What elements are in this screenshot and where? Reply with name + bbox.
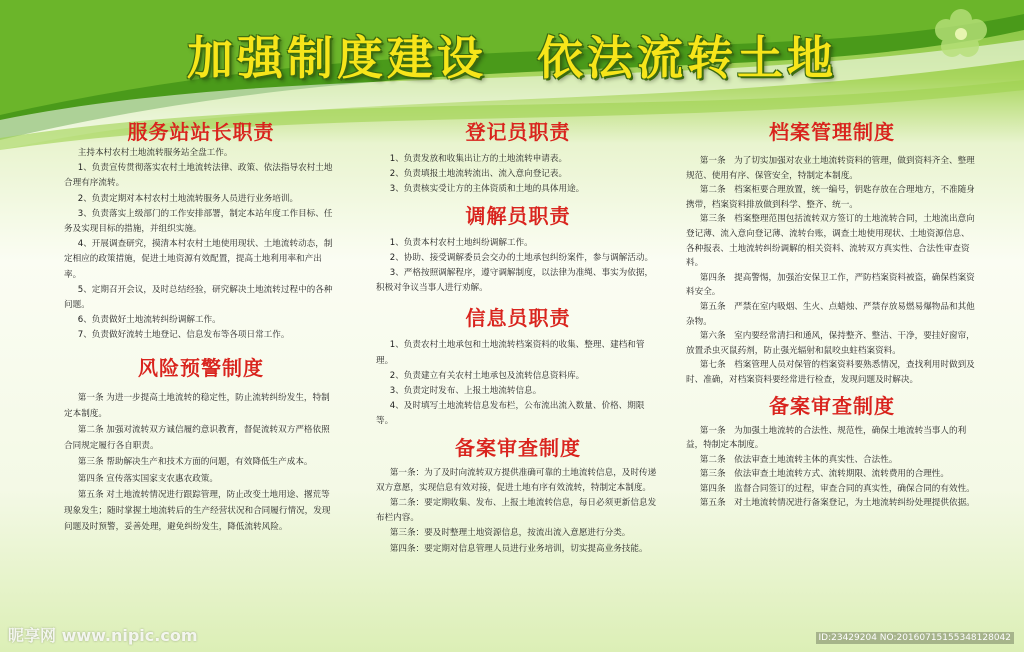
section-station-master-duties [64,118,338,344]
paragraph: 第四条 监督合同签订的过程，审查合同的真实性，确保合同的有效性。 [699,483,975,494]
right-column [686,118,978,515]
section-heading: 服务站站长职责 [127,120,275,144]
paragraph: 第三条 依法审查土地流转方式、流转期限、流转费用的合理性。 [699,469,949,480]
section-heading: 备案审查制度 [769,393,895,418]
section-heading: 备案审查制度 [455,435,581,460]
paragraph: 第三条：要及时整理土地资源信息，按流出流入意愿进行分类。 [389,528,631,539]
paragraph: 第五条 对土地流转情况进行备案登记，为土地流转纠纷处理提供依据。 [699,498,975,509]
paragraph: 主持本村农村土地流转服务站全盘工作。 [77,148,233,158]
paragraph: 2、负责填报土地流转流出、流入意向登记表。 [389,169,568,180]
section-info-officer-duties [376,304,660,429]
paragraph: 第二条 加强对流转双方诚信履约意识教育，督促流转双方严格依照合同规定履行各自职责。 [64,425,330,452]
paragraph: 3、负责定时发布、上报土地流转信息。 [389,386,542,397]
paragraph: 第一条 为加强土地流转的合法性、规范性，确保土地流转当事人的利益，特制定本制度。 [686,425,967,451]
paragraph: 第七条 档案管理人员对保管的档案资料要熟悉情况，查找利用时做到及时、准确，对档案资料要经常进行检查，发现问题及时解决。 [686,360,975,385]
paragraph: 5、定期召开会议，及时总结经验，研究解决土地流转过程中的各种问题。 [64,284,333,311]
watermark-id: ID:23429204 NO:20160715155348128042 [816,632,1015,644]
paragraph: 第二条 依法审查土地流转主体的真实性、合法性。 [699,454,898,465]
section-archive-management [686,118,978,388]
paragraph: 1、负责农村土地承包和土地流转档案资料的收集、整理、建档和管理。 [376,340,645,366]
section-heading: 档案管理制度 [769,120,895,144]
paragraph: 1、负责宣传贯彻落实农村土地流转法律、政策、依法指导农村土地合理有序流转。 [64,163,333,189]
paragraph: 2、协助、接受调解委员会交办的土地承包纠纷案件，参与调解活动。 [389,252,654,263]
section-registrar-duties [376,118,660,198]
section-heading: 风险预警制度 [138,355,264,380]
paragraph: 3、负责落实上级部门的工作安排部署，制定本站年度工作目标、任务及实现目标的措施，并组织实施。 [64,208,333,235]
paragraph: 第二条 档案柜要合理放置，统一编号，钥匙存放在合理地方，不准随身携带，档案资料排放做到科学、整齐、统一。 [686,185,975,210]
watermark-site: 昵享网 www.nipic.com [8,626,198,645]
section-heading: 登记员职责 [465,120,571,144]
paragraph: 第一条 为进一步提高土地流转的稳定性，防止流转纠纷发生，特制定本制度。 [64,392,330,419]
section-risk-warning [64,354,338,536]
paragraph: 3、严格按照调解程序，遵守调解制度，以法律为准绳、事实为依据，积极对争议当事人进行劝解。 [376,268,654,294]
section-mediator-duties [376,202,660,297]
page-title: 加强制度建设 依法流转土地 [187,31,837,85]
paragraph: 6、负责做好土地流转纠纷调解工作。 [77,315,221,326]
paragraph: 1、负责本村农村土地纠纷调解工作。 [389,237,533,248]
paragraph: 第四条：要定期对信息管理人员进行业务培训，切实提高业务技能。 [389,543,648,554]
paragraph: 2、负责定期对本村农村土地流转服务人员进行业务培训。 [77,193,299,204]
section-heading: 信息员职责 [465,306,571,331]
paragraph: 第一条：为了及时向流转双方提供准确可靠的土地流转信息，及时传递双方意愿，实现信息有效对接，促进土地有序有效流转，特制定本制度。 [376,467,657,493]
paragraph: 4、开展调查研究，摸清本村农村土地使用现状、土地流转动态，制定相应的政策措施，促进土地资源有效配置，提高土地利用率和产出率。 [64,239,333,280]
paragraph: 第六条 室内要经常清扫和通风，保持整齐、整洁、干净，要挂好窗帘，放置杀虫灭鼠药剂，防止强光辐射和鼠咬虫蛀档案资料。 [686,331,975,356]
paragraph: 3、负责核实受让方的主体资质和土地的具体用途。 [389,184,585,195]
section-heading: 调解员职责 [465,203,571,228]
section-filing-review-2 [686,392,978,512]
paragraph: 第三条 档案整理范围包括流转双方签订的土地流转合同，土地流出意向登记薄、流入意向登记薄、流转台账，调查土地使用现状、土地资源信息、各种报表、土地流转纠纷调解的相关资料、流转双方真实性、合法性审查资料。 [686,214,975,269]
paragraph: 第一条 为了切实加强对农业土地流转资料的管理，做到资料齐全、整理规范、使用有序、保管安全，特制定本制度。 [686,156,975,181]
paragraph: 第三条 帮助解决生产和技术方面的问题，有效降低生产成本。 [77,457,313,468]
paragraph: 4、及时填写土地流转信息发布栏，公布流出流入数量、价格、期限等。 [376,401,645,427]
left-column [64,118,338,539]
paragraph: 第五条 严禁在室内吸烟、生火、点蜡烛、严禁存放易燃易爆物品和其他杂物。 [686,301,975,327]
paragraph: 2、负责建立有关农村土地承包及流转信息资料库。 [389,370,585,381]
paragraph: 第二条：要定期收集、发布、上报土地流转信息，每日必须更新信息发布栏内容。 [376,498,657,524]
section-filing-review [376,434,660,557]
paragraph: 第四条 宣传落实国家支农惠农政策。 [77,473,218,484]
paragraph: 1、负责发放和收集出让方的土地流转申请表。 [389,154,568,164]
paragraph: 7、负责做好流转土地登记、信息发布等各项日常工作。 [77,330,290,341]
paragraph: 第五条 对土地流转情况进行跟踪管理，防止改变土地用途、撂荒等现象发生；随时掌握土地流转后的生产经营状况和合同履行情况，发现问题及时预警，妥善处理，避免纠纷发生，降低流转风险。 [64,489,331,533]
paragraph: 第四条 提高警惕，加强治安保卫工作，严防档案资料被盗，确保档案资料安全。 [686,272,975,298]
middle-column [376,118,660,561]
